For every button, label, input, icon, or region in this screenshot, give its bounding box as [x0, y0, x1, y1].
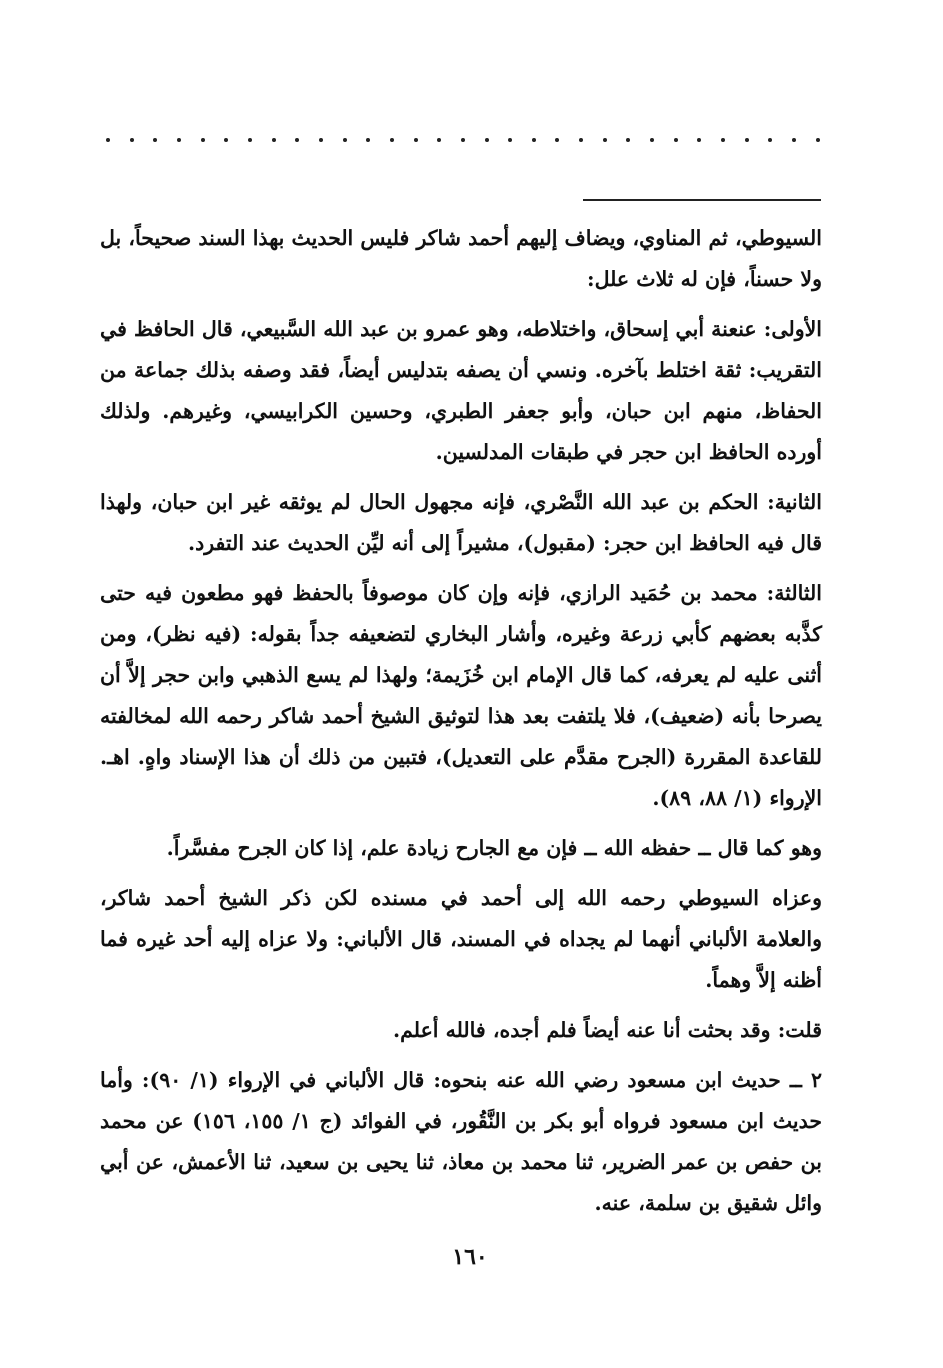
separator-dot: [816, 138, 820, 142]
paragraph-1: السيوطي، ثم المناوي، ويضاف إليهم أحمد شاكر فليس الحديث بهذا السند صحيحاً، بل ولا حسناً، فإن له ثلاث علل:: [100, 226, 822, 291]
separator-dot: [674, 138, 678, 142]
separator-dot: [272, 138, 276, 142]
separator-dot: [153, 138, 157, 142]
paragraph-5: وهو كما قال ــ حفظه الله ــ فإن مع الجارح زيادة علم، إذا كان الجرح مفسَّراً.: [166, 836, 822, 860]
separator-dot: [390, 138, 394, 142]
separator-dot: [768, 138, 772, 142]
separator-dot: [579, 138, 583, 142]
separator-dot: [508, 138, 512, 142]
separator-dot: [697, 138, 701, 142]
separator-dot: [224, 138, 228, 142]
paragraph-8: ٢ ــ حديث ابن مسعود رضي الله عنه بنحوه: قال الألباني في الإرواء (١/ ٩٠): وأما حديث ابن مسعود فرواه أبو بكر بن النَّقُور، في الفوائد (ج ١/ ١٥٥، ١٥٦) عن محمد بن حفص بن عمر الضرير، ثنا محمد بن معاذ، ثنا يحيى بن سعيد، ثنا الأعمش، عن أبي وائل شقيق بن سلمة، عنه.: [100, 1068, 823, 1215]
separator-dot: [414, 138, 418, 142]
separator-dot: [295, 138, 299, 142]
separator-dot: [130, 138, 134, 142]
separator-dot: [792, 138, 796, 142]
page-number: ١٦٠: [452, 1244, 488, 1270]
paragraph-4: الثالثة: محمد بن حُمَيد الرازي، فإنه وإن كان موصوفاً بالحفظ فهو مطعون فيه حتى كذَّبه بعضهم كأبي زرعة وغيره، وأشار البخاري لتضعيفه جداً بقوله: (فيه نظر)، ومن أثنى عليه لم يعرفه، كما قال الإمام ابن خُزَيمة؛ ولهذا لم يسع الذهبي وابن حجر إلاَّ أن يصرحا بأنه (ضعيف)، فلا يلتفت بعد هذا لتوثيق الشيخ أحمد شاكر رحمه الله لمخالفته للقاعدة المقررة (الجرح مقدَّم على التعديل)، فتبين من ذلك أن هذا الإسناد واهٍ. اهـ. الإرواء (١/ ٨٨، ٨٩).: [100, 581, 822, 810]
separator-dot: [343, 138, 347, 142]
separator-dot: [319, 138, 323, 142]
paragraph-6: وعزاه السيوطي رحمه الله إلى أحمد في مسنده لكن ذكر الشيخ أحمد شاكر، والعلامة الألباني أنهما لم يجداه في المسند، قال الألباني: ولا عزاه إليه أحد غيره فما أظنه إلاَّ وهماً.: [100, 886, 822, 992]
separator-dot: [555, 138, 559, 142]
footnote-body: [100, 218, 822, 1233]
separator-dot: [461, 138, 465, 142]
separator-dot: [485, 138, 489, 142]
dotted-separator: [106, 138, 820, 142]
separator-dot: [366, 138, 370, 142]
paragraph-3: الثانية: الحكم بن عبد الله النَّصْري، فإنه مجهول الحال لم يوثقه غير ابن حبان، ولهذا قال فيه الحافظ ابن حجر: (مقبول)، مشيراً إلى أنه ليِّن الحديث عند التفرد.: [100, 490, 822, 555]
paragraph-7: قلت: وقد بحثت أنا عنه أيضاً فلم أجده، فالله أعلم.: [393, 1018, 822, 1042]
separator-dot: [248, 138, 252, 142]
separator-dot: [626, 138, 630, 142]
separator-dot: [201, 138, 205, 142]
separator-dot: [177, 138, 181, 142]
separator-dot: [721, 138, 725, 142]
footnote-rule: [583, 199, 821, 201]
separator-dot: [650, 138, 654, 142]
separator-dot: [106, 138, 110, 142]
separator-dot: [745, 138, 749, 142]
separator-dot: [437, 138, 441, 142]
paragraph-2: الأولى: عنعنة أبي إسحاق، واختلاطه، وهو عمرو بن عبد الله السَّبيعي، قال الحافظ في التقريب: ثقة اختلط بآخره. ونسي أن يصفه بتدليس أيضاً، فقد وصفه بذلك جماعة من الحفاظ، منهم ابن حبان، وأبو جعفر الطبري، وحسين الكرابيسي، وغيرهم. ولذلك أورده الحافظ ابن حجر في طبقات المدلسين.: [100, 317, 822, 464]
separator-dot: [603, 138, 607, 142]
separator-dot: [532, 138, 536, 142]
